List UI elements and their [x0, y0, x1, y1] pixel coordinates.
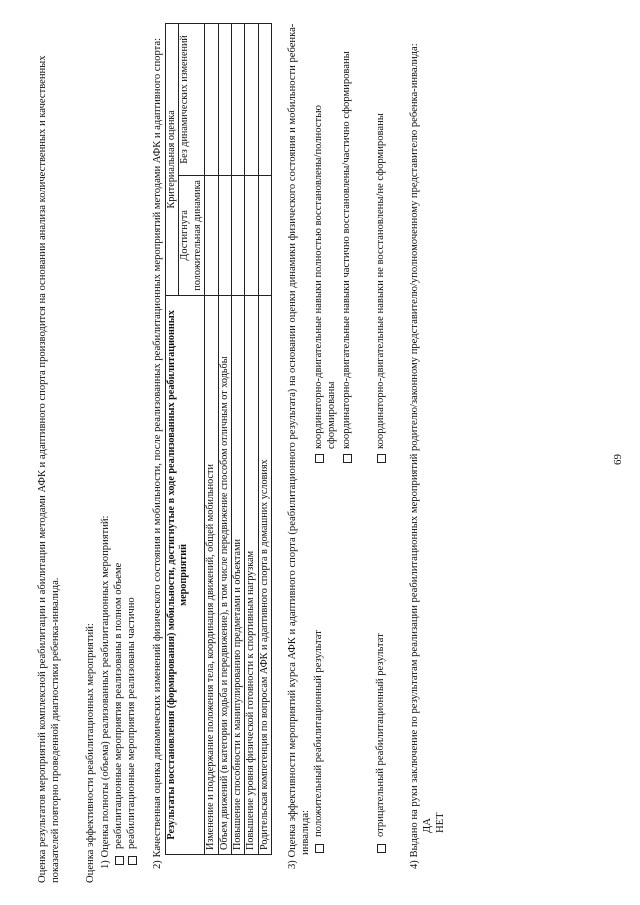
- checkbox[interactable]: [343, 454, 352, 463]
- table-cell: Повышение уровня физической готовности к спортивным нагрузкам: [245, 295, 258, 854]
- table-cell-positive[interactable]: [245, 175, 258, 295]
- item1-option-full: [112, 23, 125, 883]
- negative-result-label: отрицательный реабилитационный результат: [375, 633, 387, 837]
- table-row: [232, 24, 245, 855]
- option-text: реабилитационные мероприятия реализованы в полном объеме: [113, 562, 124, 849]
- item1-label: 1) Оценка полноты (объема) реализованных реабилитационных мероприятий:: [100, 515, 111, 869]
- intro-paragraph: Оценка результатов мероприятий комплексной реабилитации и абилитации методами АФК и адаптивного спорта производится на основании анализа количественных и качественных показателей повторно проведенной диагностики ребенка-инвалида.: [37, 55, 61, 883]
- table-row: [205, 24, 218, 855]
- criteria-table: [165, 23, 272, 855]
- checkbox[interactable]: [315, 454, 324, 463]
- table-row: [258, 24, 271, 855]
- negative-result-row: [374, 23, 392, 883]
- positive-result-row: [312, 23, 370, 883]
- option-text: координаторно-двигательные навыки полностью восстановлены/полностью сформированы: [313, 105, 338, 449]
- table-cell-no-change[interactable]: [218, 24, 231, 176]
- checkbox[interactable]: [377, 454, 386, 463]
- table-cell: Изменение и поддержание положения тела, координация движений, общей мобильности: [205, 295, 218, 854]
- table-cell-no-change[interactable]: [258, 24, 271, 176]
- table-cell-positive[interactable]: [218, 175, 231, 295]
- table-cell-no-change[interactable]: [245, 24, 258, 176]
- positive-option-partial: [340, 43, 353, 463]
- option-text: координаторно-двигательные навыки не восстановлены/не сформированы: [375, 113, 387, 449]
- checkbox[interactable]: [377, 844, 386, 853]
- document-body: [28, 23, 447, 883]
- table-header-criteria: Критериальная оценка: [166, 24, 179, 296]
- table-cell: Родительская компетенция по вопросам АФК и адаптивного спорта в домашних условиях: [258, 295, 271, 854]
- table-cell-no-change[interactable]: [232, 24, 245, 176]
- checkbox[interactable]: [315, 844, 324, 853]
- item2-label: 2) Качественная оценка динамических изменений физического состояния и мобильности, после реализованных реабилитационных мероприятий методами АФК и адаптивного спорта:: [152, 37, 163, 869]
- table-cell-positive[interactable]: [205, 175, 218, 295]
- table-header-positive: Достигнута положительная динамика: [179, 175, 205, 295]
- table-row: [245, 24, 258, 855]
- table-header-results: Результаты восстановления (формирования) мобильности, достигнутые в ходе реализованных реабилитационных мероприятий: [166, 295, 205, 854]
- table-cell-positive[interactable]: [232, 175, 245, 295]
- item4-label: 4) Выдано на руки заключение по результатам реализации реабилитационных мероприятий родителю/законному представителю/уполномоченному представителю ребенка-инвалида:: [409, 43, 421, 869]
- answer-yes[interactable]: ДА: [422, 818, 434, 833]
- item1-option-partial: [125, 23, 138, 883]
- page-number: 69: [612, 454, 624, 465]
- table-cell-no-change[interactable]: [205, 24, 218, 176]
- section-title: Оценка эффективности реабилитационных мероприятий:: [85, 623, 96, 883]
- negative-option: [374, 43, 387, 463]
- checkbox[interactable]: [115, 856, 124, 865]
- option-text: реабилитационные мероприятия реализованы частично: [126, 597, 137, 849]
- item3-label: 3) Оценка эффективности мероприятий курса АФК и адаптивного спорта (реабилитационного результата) на основании оценки динамики физического состояния и мобильности ребенка-инвалида:: [287, 23, 312, 869]
- table-header-no-change: Без динамических изменений: [179, 24, 205, 176]
- option-text: координаторно-двигательные навыки частично восстановлены/частично сформированы: [341, 51, 353, 449]
- answer-no[interactable]: НЕТ: [435, 812, 447, 833]
- table-cell-positive[interactable]: [258, 175, 271, 295]
- table-cell: Повышение способности к манипулированию предметами и объектами: [232, 295, 245, 854]
- checkbox[interactable]: [128, 856, 137, 865]
- table-cell: Объем движений (в категории ходьба и передвижение), в том числе передвижение способом отличным от ходьбы: [218, 295, 231, 854]
- table-row: [218, 24, 231, 855]
- positive-option-full: [312, 43, 338, 463]
- positive-result-label: положительный реабилитационный результат: [313, 630, 325, 837]
